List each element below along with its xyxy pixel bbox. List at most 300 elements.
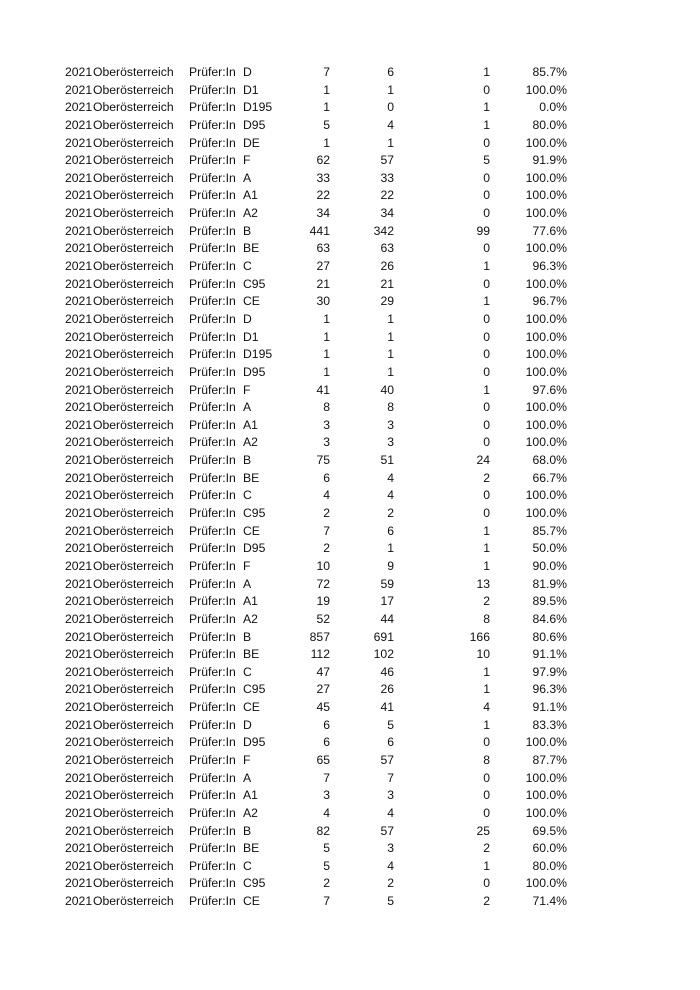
license-class-cell: C95	[243, 682, 266, 697]
failed-count-cell: 1	[483, 294, 490, 309]
passed-count-cell: 4	[387, 117, 394, 132]
year-cell: 2021	[65, 523, 93, 538]
license-class-cell: A	[243, 400, 252, 415]
passed-count-cell: 46	[380, 664, 394, 679]
passed-count-cell: 5	[387, 894, 394, 909]
state-cell: Oberösterreich	[93, 682, 174, 697]
table-row	[0, 452, 700, 470]
total-count-cell: 1	[323, 347, 330, 362]
state-cell: Oberösterreich	[93, 276, 174, 291]
total-count-cell: 75	[316, 453, 330, 468]
license-class-cell: A2	[243, 435, 258, 450]
pass-rate-cell: 100.0%	[525, 400, 567, 415]
year-cell: 2021	[65, 823, 93, 838]
license-class-cell: B	[243, 629, 252, 644]
passed-count-cell: 2	[387, 506, 394, 521]
pass-rate-cell: 100.0%	[525, 506, 567, 521]
failed-count-cell: 1	[483, 382, 490, 397]
failed-count-cell: 1	[483, 523, 490, 538]
license-class-cell: C	[243, 488, 252, 503]
failed-count-cell: 1	[483, 717, 490, 732]
state-cell: Oberösterreich	[93, 453, 174, 468]
license-class-cell: D	[243, 717, 252, 732]
license-class-cell: A1	[243, 417, 258, 432]
year-cell: 2021	[65, 135, 93, 150]
table-row	[0, 523, 700, 541]
license-class-cell: A1	[243, 188, 258, 203]
failed-count-cell: 0	[483, 805, 490, 820]
passed-count-cell: 29	[380, 294, 394, 309]
year-cell: 2021	[65, 241, 93, 256]
year-cell: 2021	[65, 805, 93, 820]
year-cell: 2021	[65, 876, 93, 891]
pass-rate-cell: 100.0%	[525, 735, 567, 750]
passed-count-cell: 1	[387, 364, 394, 379]
total-count-cell: 21	[316, 276, 330, 291]
table-row	[0, 329, 700, 347]
state-cell: Oberösterreich	[93, 259, 174, 274]
state-cell: Oberösterreich	[93, 664, 174, 679]
table-row	[0, 717, 700, 735]
failed-count-cell: 0	[483, 188, 490, 203]
failed-count-cell: 0	[483, 206, 490, 221]
pass-rate-cell: 81.9%	[532, 576, 567, 591]
failed-count-cell: 1	[483, 858, 490, 873]
license-class-cell: C95	[243, 276, 266, 291]
license-class-cell: D1	[243, 329, 259, 344]
year-cell: 2021	[65, 347, 93, 362]
state-cell: Oberösterreich	[93, 611, 174, 626]
table-row	[0, 293, 700, 311]
year-cell: 2021	[65, 329, 93, 344]
table-row	[0, 611, 700, 629]
total-count-cell: 441	[309, 223, 330, 238]
license-class-cell: A	[243, 576, 252, 591]
pass-rate-cell: 91.1%	[532, 700, 567, 715]
pass-rate-cell: 100.0%	[525, 241, 567, 256]
state-cell: Oberösterreich	[93, 506, 174, 521]
passed-count-cell: 6	[387, 735, 394, 750]
role-cell: Prüfer:In	[189, 417, 236, 432]
role-cell: Prüfer:In	[189, 611, 236, 626]
total-count-cell: 19	[316, 594, 330, 609]
total-count-cell: 1	[323, 311, 330, 326]
role-cell: Prüfer:In	[189, 364, 236, 379]
table-row	[0, 664, 700, 682]
role-cell: Prüfer:In	[189, 735, 236, 750]
total-count-cell: 857	[309, 629, 330, 644]
total-count-cell: 27	[316, 682, 330, 697]
passed-count-cell: 6	[387, 523, 394, 538]
passed-count-cell: 3	[387, 435, 394, 450]
table-row	[0, 117, 700, 135]
year-cell: 2021	[65, 188, 93, 203]
state-cell: Oberösterreich	[93, 347, 174, 362]
year-cell: 2021	[65, 752, 93, 767]
year-cell: 2021	[65, 82, 93, 97]
pass-rate-cell: 87.7%	[532, 752, 567, 767]
pass-rate-cell: 100.0%	[525, 876, 567, 891]
license-class-cell: C	[243, 259, 252, 274]
pass-rate-cell: 84.6%	[532, 611, 567, 626]
state-cell: Oberösterreich	[93, 752, 174, 767]
pass-rate-cell: 100.0%	[525, 347, 567, 362]
role-cell: Prüfer:In	[189, 65, 236, 79]
state-cell: Oberösterreich	[93, 82, 174, 97]
pass-rate-cell: 60.0%	[532, 841, 567, 856]
passed-count-cell: 21	[380, 276, 394, 291]
year-cell: 2021	[65, 788, 93, 803]
state-cell: Oberösterreich	[93, 241, 174, 256]
passed-count-cell: 1	[387, 311, 394, 326]
table-row	[0, 64, 700, 82]
table-row	[0, 805, 700, 823]
state-cell: Oberösterreich	[93, 65, 174, 79]
state-cell: Oberösterreich	[93, 400, 174, 415]
total-count-cell: 2	[323, 506, 330, 521]
failed-count-cell: 0	[483, 506, 490, 521]
passed-count-cell: 40	[380, 382, 394, 397]
pass-rate-cell: 100.0%	[525, 329, 567, 344]
passed-count-cell: 44	[380, 611, 394, 626]
total-count-cell: 5	[323, 117, 330, 132]
state-cell: Oberösterreich	[93, 823, 174, 838]
role-cell: Prüfer:In	[189, 117, 236, 132]
failed-count-cell: 0	[483, 276, 490, 291]
role-cell: Prüfer:In	[189, 788, 236, 803]
failed-count-cell: 0	[483, 788, 490, 803]
table-row	[0, 699, 700, 717]
total-count-cell: 34	[316, 206, 330, 221]
state-cell: Oberösterreich	[93, 170, 174, 185]
passed-count-cell: 1	[387, 135, 394, 150]
total-count-cell: 45	[316, 700, 330, 715]
passed-count-cell: 17	[380, 594, 394, 609]
total-count-cell: 1	[323, 364, 330, 379]
table-row	[0, 205, 700, 223]
table-row	[0, 99, 700, 117]
license-class-cell: D95	[243, 541, 266, 556]
total-count-cell: 112	[310, 647, 330, 662]
total-count-cell: 63	[316, 241, 330, 256]
state-cell: Oberösterreich	[93, 541, 174, 556]
license-class-cell: B	[243, 823, 252, 838]
license-class-cell: BE	[243, 470, 260, 485]
passed-count-cell: 9	[387, 558, 394, 573]
year-cell: 2021	[65, 735, 93, 750]
state-cell: Oberösterreich	[93, 717, 174, 732]
table-row	[0, 276, 700, 294]
year-cell: 2021	[65, 700, 93, 715]
table-row	[0, 434, 700, 452]
passed-count-cell: 1	[387, 347, 394, 362]
license-class-cell: A2	[243, 206, 258, 221]
pass-rate-cell: 100.0%	[525, 276, 567, 291]
role-cell: Prüfer:In	[189, 223, 236, 238]
total-count-cell: 1	[323, 135, 330, 150]
pass-rate-cell: 0.0%	[539, 100, 567, 115]
failed-count-cell: 0	[483, 770, 490, 785]
total-count-cell: 3	[323, 417, 330, 432]
state-cell: Oberösterreich	[93, 206, 174, 221]
license-class-cell: A2	[243, 805, 258, 820]
year-cell: 2021	[65, 276, 93, 291]
total-count-cell: 8	[323, 400, 330, 415]
pass-rate-cell: 50.0%	[532, 541, 567, 556]
role-cell: Prüfer:In	[189, 805, 236, 820]
pass-rate-cell: 91.9%	[532, 153, 567, 168]
state-cell: Oberösterreich	[93, 294, 174, 309]
failed-count-cell: 2	[483, 594, 490, 609]
passed-count-cell: 691	[373, 629, 394, 644]
pass-rate-cell: 90.0%	[532, 558, 567, 573]
year-cell: 2021	[65, 629, 93, 644]
license-class-cell: DE	[243, 135, 260, 150]
total-count-cell: 6	[323, 717, 330, 732]
role-cell: Prüfer:In	[189, 400, 236, 415]
year-cell: 2021	[65, 894, 93, 909]
role-cell: Prüfer:In	[189, 294, 236, 309]
failed-count-cell: 0	[483, 435, 490, 450]
license-class-cell: D	[243, 311, 252, 326]
state-cell: Oberösterreich	[93, 894, 174, 909]
failed-count-cell: 0	[483, 170, 490, 185]
license-class-cell: C95	[243, 876, 266, 891]
data-table	[0, 64, 700, 911]
state-cell: Oberösterreich	[93, 805, 174, 820]
license-class-cell: A2	[243, 611, 258, 626]
table-row	[0, 734, 700, 752]
state-cell: Oberösterreich	[93, 858, 174, 873]
table-row	[0, 858, 700, 876]
failed-count-cell: 1	[483, 664, 490, 679]
state-cell: Oberösterreich	[93, 417, 174, 432]
total-count-cell: 47	[316, 664, 330, 679]
table-row	[0, 82, 700, 100]
state-cell: Oberösterreich	[93, 594, 174, 609]
pass-rate-cell: 97.6%	[532, 382, 567, 397]
passed-count-cell: 3	[387, 788, 394, 803]
pass-rate-cell: 100.0%	[525, 206, 567, 221]
total-count-cell: 1	[323, 100, 330, 115]
total-count-cell: 41	[316, 382, 330, 397]
license-class-cell: D95	[243, 735, 266, 750]
role-cell: Prüfer:In	[189, 435, 236, 450]
failed-count-cell: 5	[483, 153, 490, 168]
role-cell: Prüfer:In	[189, 206, 236, 221]
license-class-cell: CE	[243, 700, 260, 715]
year-cell: 2021	[65, 611, 93, 626]
failed-count-cell: 0	[483, 329, 490, 344]
total-count-cell: 3	[323, 435, 330, 450]
failed-count-cell: 0	[483, 347, 490, 362]
pass-rate-cell: 80.6%	[532, 629, 567, 644]
license-class-cell: C95	[243, 506, 266, 521]
failed-count-cell: 0	[483, 876, 490, 891]
pass-rate-cell: 69.5%	[532, 823, 567, 838]
role-cell: Prüfer:In	[189, 329, 236, 344]
failed-count-cell: 99	[476, 223, 490, 238]
total-count-cell: 7	[323, 523, 330, 538]
year-cell: 2021	[65, 259, 93, 274]
state-cell: Oberösterreich	[93, 135, 174, 150]
table-row	[0, 646, 700, 664]
total-count-cell: 30	[316, 294, 330, 309]
state-cell: Oberösterreich	[93, 329, 174, 344]
failed-count-cell: 1	[483, 682, 490, 697]
passed-count-cell: 1	[387, 541, 394, 556]
license-class-cell: D1	[243, 82, 259, 97]
pass-rate-cell: 91.1%	[532, 647, 567, 662]
year-cell: 2021	[65, 435, 93, 450]
state-cell: Oberösterreich	[93, 770, 174, 785]
passed-count-cell: 3	[387, 841, 394, 856]
table-row	[0, 223, 700, 241]
failed-count-cell: 1	[483, 558, 490, 573]
failed-count-cell: 0	[483, 400, 490, 415]
role-cell: Prüfer:In	[189, 241, 236, 256]
year-cell: 2021	[65, 576, 93, 591]
license-class-cell: C	[243, 664, 252, 679]
total-count-cell: 4	[323, 805, 330, 820]
role-cell: Prüfer:In	[189, 259, 236, 274]
table-row	[0, 187, 700, 205]
passed-count-cell: 5	[387, 717, 394, 732]
role-cell: Prüfer:In	[189, 894, 236, 909]
role-cell: Prüfer:In	[189, 276, 236, 291]
year-cell: 2021	[65, 65, 93, 79]
table-row	[0, 470, 700, 488]
failed-count-cell: 1	[483, 65, 490, 79]
table-row	[0, 487, 700, 505]
table-row	[0, 311, 700, 329]
table-row	[0, 240, 700, 258]
failed-count-cell: 2	[483, 894, 490, 909]
license-class-cell: D	[243, 65, 252, 79]
pass-rate-cell: 96.3%	[532, 682, 567, 697]
pass-rate-cell: 83.3%	[532, 717, 567, 732]
year-cell: 2021	[65, 488, 93, 503]
state-cell: Oberösterreich	[93, 188, 174, 203]
passed-count-cell: 3	[387, 417, 394, 432]
passed-count-cell: 4	[387, 470, 394, 485]
license-class-cell: BE	[243, 241, 260, 256]
state-cell: Oberösterreich	[93, 523, 174, 538]
year-cell: 2021	[65, 594, 93, 609]
license-class-cell: F	[243, 558, 251, 573]
passed-count-cell: 0	[387, 100, 394, 115]
role-cell: Prüfer:In	[189, 382, 236, 397]
role-cell: Prüfer:In	[189, 453, 236, 468]
table-row	[0, 770, 700, 788]
role-cell: Prüfer:In	[189, 664, 236, 679]
role-cell: Prüfer:In	[189, 311, 236, 326]
total-count-cell: 7	[323, 894, 330, 909]
year-cell: 2021	[65, 558, 93, 573]
role-cell: Prüfer:In	[189, 347, 236, 362]
state-cell: Oberösterreich	[93, 153, 174, 168]
state-cell: Oberösterreich	[93, 558, 174, 573]
table-row	[0, 540, 700, 558]
failed-count-cell: 24	[476, 453, 490, 468]
passed-count-cell: 41	[380, 700, 394, 715]
failed-count-cell: 0	[483, 364, 490, 379]
state-cell: Oberösterreich	[93, 647, 174, 662]
year-cell: 2021	[65, 717, 93, 732]
passed-count-cell: 4	[387, 488, 394, 503]
failed-count-cell: 8	[483, 611, 490, 626]
year-cell: 2021	[65, 117, 93, 132]
role-cell: Prüfer:In	[189, 506, 236, 521]
year-cell: 2021	[65, 153, 93, 168]
license-class-cell: CE	[243, 894, 260, 909]
failed-count-cell: 1	[483, 100, 490, 115]
passed-count-cell: 57	[380, 153, 394, 168]
table-row	[0, 258, 700, 276]
failed-count-cell: 1	[483, 117, 490, 132]
license-class-cell: F	[243, 382, 251, 397]
state-cell: Oberösterreich	[93, 629, 174, 644]
license-class-cell: D195	[243, 347, 273, 362]
license-class-cell: A	[243, 770, 252, 785]
table-row	[0, 787, 700, 805]
failed-count-cell: 0	[483, 735, 490, 750]
license-class-cell: B	[243, 223, 252, 238]
passed-count-cell: 2	[387, 876, 394, 891]
role-cell: Prüfer:In	[189, 629, 236, 644]
table-row	[0, 893, 700, 911]
passed-count-cell: 59	[380, 576, 394, 591]
year-cell: 2021	[65, 170, 93, 185]
pass-rate-cell: 100.0%	[525, 135, 567, 150]
table-row	[0, 170, 700, 188]
role-cell: Prüfer:In	[189, 752, 236, 767]
passed-count-cell: 57	[380, 752, 394, 767]
failed-count-cell: 0	[483, 241, 490, 256]
year-cell: 2021	[65, 506, 93, 521]
state-cell: Oberösterreich	[93, 700, 174, 715]
year-cell: 2021	[65, 206, 93, 221]
role-cell: Prüfer:In	[189, 541, 236, 556]
total-count-cell: 2	[323, 541, 330, 556]
license-class-cell: BE	[243, 841, 260, 856]
role-cell: Prüfer:In	[189, 170, 236, 185]
passed-count-cell: 1	[387, 82, 394, 97]
table-row	[0, 417, 700, 435]
license-class-cell: BE	[243, 647, 260, 662]
pass-rate-cell: 89.5%	[532, 594, 567, 609]
total-count-cell: 6	[323, 735, 330, 750]
role-cell: Prüfer:In	[189, 682, 236, 697]
total-count-cell: 4	[323, 488, 330, 503]
pass-rate-cell: 100.0%	[525, 311, 567, 326]
table-row	[0, 823, 700, 841]
pass-rate-cell: 96.7%	[532, 294, 567, 309]
role-cell: Prüfer:In	[189, 841, 236, 856]
pass-rate-cell: 100.0%	[525, 770, 567, 785]
table-row	[0, 135, 700, 153]
table-row	[0, 681, 700, 699]
year-cell: 2021	[65, 294, 93, 309]
state-cell: Oberösterreich	[93, 435, 174, 450]
state-cell: Oberösterreich	[93, 876, 174, 891]
total-count-cell: 52	[316, 611, 330, 626]
passed-count-cell: 34	[380, 206, 394, 221]
license-class-cell: A	[243, 170, 252, 185]
license-class-cell: CE	[243, 294, 260, 309]
pass-rate-cell: 100.0%	[525, 805, 567, 820]
role-cell: Prüfer:In	[189, 647, 236, 662]
